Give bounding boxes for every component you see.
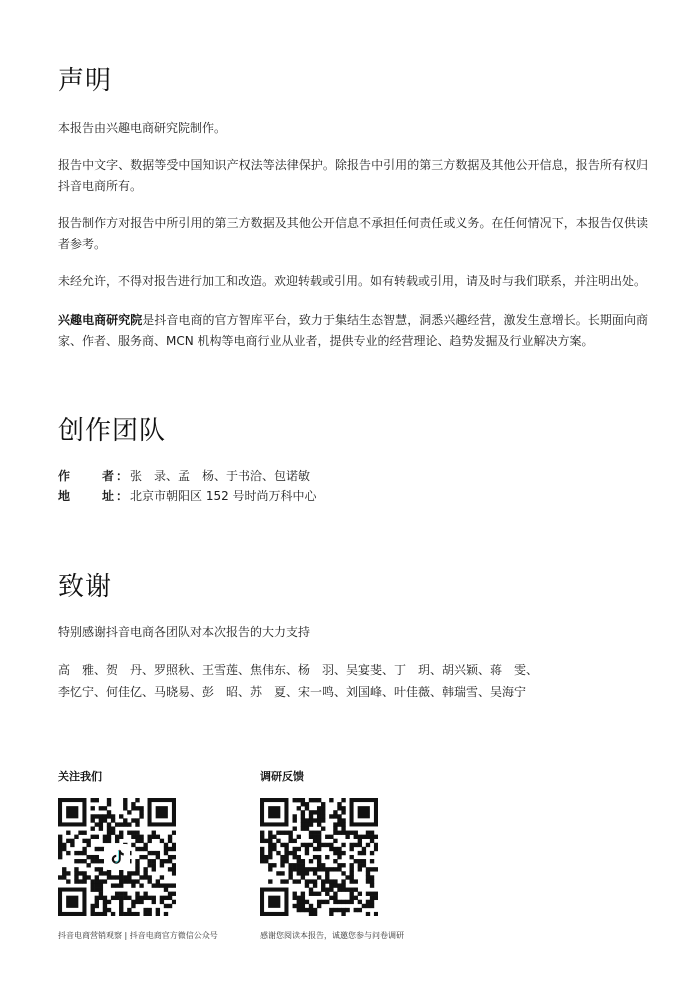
thanks-names xyxy=(58,659,658,703)
follow-us-label: 关注我们 xyxy=(58,770,102,783)
address-row xyxy=(58,486,317,506)
survey-label: 调研反馈 xyxy=(260,770,304,783)
author-key: 作者 xyxy=(58,469,114,483)
institute-description: 是抖音电商的官方智库平台，致力于集结生态智慧，洞悉兴趣经营，激发生意增长。长期面向商家、作者、服务商、MCN 机构等电商行业从业者，提供专业的经营理论、趋势发掘及行业解决方案。 xyxy=(58,313,648,348)
statement-title: 声明 xyxy=(58,66,113,96)
institute-name: 兴趣电商研究院 xyxy=(58,313,143,327)
address-separator: ： xyxy=(116,489,129,503)
statement-paragraph-1: 本报告由兴趣电商研究院制作。 xyxy=(58,121,227,135)
follow-us-qr-code[interactable] xyxy=(58,798,176,916)
author-separator: ： xyxy=(116,469,129,483)
thanks-title: 致谢 xyxy=(58,572,113,602)
thanks-names-line-1: 高 雅、贺 丹、罗照秋、王雪莲、焦伟东、杨 羽、吴宴斐、丁 玥、胡兴颖、蒋 雯、 xyxy=(58,663,539,677)
statement-paragraph-3: 报告制作方对报告中所引用的第三方数据及其他公开信息不承担任何责任或义务。在任何情况下，本报告仅供读者参考。 xyxy=(58,216,648,251)
statement-paragraph-5 xyxy=(58,310,648,352)
survey-qr-code[interactable] xyxy=(260,798,378,916)
author-row xyxy=(58,466,310,486)
thanks-names-line-2: 李忆宁、何佳亿、马晓易、彭 昭、苏 夏、宋一鸣、刘国峰、叶佳薇、韩瑞雪、吴海宁 xyxy=(58,685,527,699)
follow-us-block xyxy=(58,768,218,941)
author-value: 张 录、孟 杨、于书洽、包诺敏 xyxy=(130,469,311,483)
statement-paragraph-4: 未经允许，不得对报告进行加工和改造。欢迎转载或引用。如有转载或引用，请及时与我们联系，并注明出处。 xyxy=(58,274,647,288)
address-value: 北京市朝阳区 152 号时尚万科中心 xyxy=(130,489,317,503)
survey-caption: 感谢您阅读本报告，诚邀您参与问卷调研 xyxy=(260,931,404,940)
address-key: 地址 xyxy=(58,489,114,503)
statement-paragraph-2: 报告中文字、数据等受中国知识产权法等法律保护。除报告中引用的第三方数据及其他公开信息，报告所有权归抖音电商所有。 xyxy=(58,158,648,193)
follow-us-caption: 抖音电商营销观察 | 抖音电商官方微信公众号 xyxy=(58,931,218,940)
team-title: 创作团队 xyxy=(58,416,167,446)
survey-block xyxy=(260,768,404,941)
survey-qr-svg xyxy=(260,798,378,916)
douyin-logo-icon xyxy=(104,844,130,870)
thanks-intro: 特别感谢抖音电商各团队对本次报告的大力支持 xyxy=(58,625,311,639)
douyin-note-glyph xyxy=(108,848,126,866)
